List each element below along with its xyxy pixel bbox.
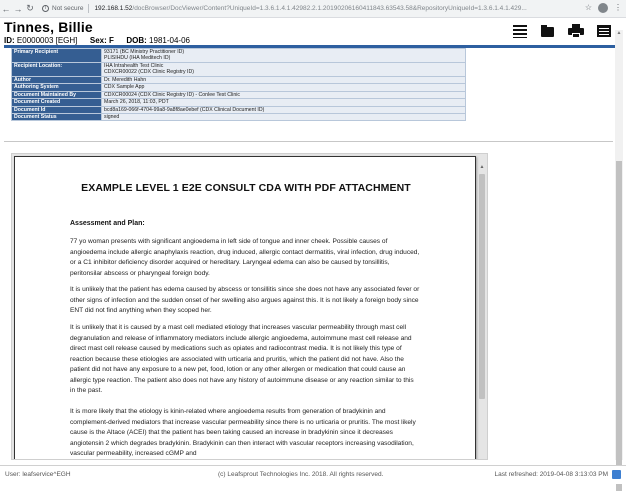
metadata-row xyxy=(12,49,466,63)
metadata-row xyxy=(12,99,466,106)
security-label: Not secure xyxy=(52,5,84,12)
address-separator xyxy=(88,4,89,13)
metadata-row xyxy=(12,106,466,113)
metadata-value: Dr. Meredith Hahn xyxy=(102,77,466,84)
footer-copyright: (c) Leafsprout Technologies Inc. 2018. All rights reserved. xyxy=(218,471,384,478)
document-paragraph: It is unlikely that it is caused by a mast cell mediated etiology that increases vascular permeability through mast cell degranulation and release of inflammatory mediators include allergic angioedema, autoimmune mast cell release and direct mast cell release caused by medications such as opiates and radiocontrast media. It is not likely this type of reaction because these etiologies are associated with urticaria and pruritis, which the patient did not have. Also the patient did not have any exposure to a new pet, food, lotion or any other allergen or medication that could cause an allergic type reaction. The patient also does not have any history of autoimmune disease or any reaction similar to this in the past. xyxy=(70,324,414,394)
forward-arrow-icon[interactable]: → xyxy=(13,3,23,14)
document-paragraph: It is more likely that the etiology is kinin-related where angioedema results from generation of bradykinin and complement-derived mediators that increase vascular permeability since there is no urticaria or pruritis. The most likely cause is the Altace (ACEI) that the patient has been taking caused an increase in bradykinin since it decreases angiotensin 2 which degrades bradykinin. Bradykinin can then interact with vascular receptors increasing vasodilation, vascular permeability, increased cGMP and xyxy=(70,408,416,457)
url-path: /docBrowser/DocViewer/Content?UniqueId=1.3.6.1.4.1.42982.2.1.20190206160411843.63543.58&RepositoryUniqueId=1.3.6.1.4.1.429... xyxy=(132,5,527,12)
page-scrollbar[interactable] xyxy=(615,30,623,460)
metadata-value xyxy=(102,63,466,77)
metadata-value: March 26, 2018, 11:03, PDT xyxy=(102,99,466,106)
metadata-row xyxy=(12,84,466,91)
document-paragraph: 77 yo woman presents with significant angioedema in left side of tongue and inner cheek. Possible causes of angioedema include allergic anaphylaxis reaction, drug induced, allergic contact dermatitis, viral infection, drug induced, or a C1 inhibitor deficiency disorder acquired or hereditary. Laryngeal edema can also be caused by tonsillitis, peritonsilar abscess or pharyngeal foreign body. xyxy=(70,238,420,277)
metadata-value: signed xyxy=(102,114,466,121)
url-host: 192.168.1.52 xyxy=(94,5,133,12)
browser-actions xyxy=(585,3,622,13)
metadata-label: Author xyxy=(12,77,102,84)
patient-dob-value: 1981-04-06 xyxy=(149,36,190,45)
metadata-label: Document Maintained By xyxy=(12,91,102,98)
pdf-viewer[interactable] xyxy=(11,153,488,460)
metadata-value: CDX Sample App xyxy=(102,84,466,91)
metadata-label: Document Created xyxy=(12,99,102,106)
print-icon[interactable] xyxy=(568,24,584,38)
section-divider xyxy=(4,141,613,142)
filmstrip-icon[interactable] xyxy=(596,24,612,38)
metadata-row xyxy=(12,114,466,121)
metadata-value-line: IHA Intrahealth Test Clinic CDXCR00022 (CDX Clinic Registry ID) xyxy=(104,63,194,76)
patient-header xyxy=(4,19,190,45)
open-folder-icon[interactable] xyxy=(540,24,556,38)
metadata-row xyxy=(12,63,466,77)
patient-id-value: E0000003 [EGH] xyxy=(16,36,78,45)
metadata-label: Recipient Location: xyxy=(12,63,102,77)
metadata-value xyxy=(102,49,466,63)
page-scroll-up-icon[interactable]: ▲ xyxy=(616,30,622,36)
patient-dob-label: DOB: xyxy=(126,36,147,45)
metadata-label: Primary Recipient xyxy=(12,49,102,63)
security-indicator[interactable] xyxy=(42,5,83,12)
metadata-label: Document Id xyxy=(12,106,102,113)
menu-kebab-icon[interactable]: ⋮ xyxy=(614,3,622,12)
status-footer xyxy=(0,465,626,484)
browser-address-bar xyxy=(0,0,626,18)
section-heading: Assessment and Plan: xyxy=(70,220,145,227)
metadata-label: Document Status xyxy=(12,114,102,121)
info-icon: i xyxy=(42,5,49,12)
metadata-value: bcd8a169-066f-4704-99a8-9a8f8ae0ebef (CDX Clinical Document ID) xyxy=(102,106,466,113)
patient-id-label: ID: xyxy=(4,36,15,45)
footer-last-refreshed: Last refreshed: 2019-04-08 3:13:03 PM xyxy=(494,471,608,478)
patient-info xyxy=(4,36,190,45)
patient-sex-label: Sex: xyxy=(89,36,107,45)
document-title: EXAMPLE LEVEL 1 E2E CONSULT CDA WITH PDF ATTACHMENT xyxy=(81,182,411,194)
document-list-icon[interactable] xyxy=(512,24,528,38)
patient-sex-value: F xyxy=(109,36,114,45)
reload-icon[interactable]: ↻ xyxy=(26,3,34,13)
viewer-toolbar xyxy=(512,24,612,38)
metadata-label: Authoring System xyxy=(12,84,102,91)
document-paragraph: It is unlikely that the patient has edema caused by abscess or tonsillitis since she does not have any associated fever or other signs of infection and the sudden onset of her swelling also argues against this. It is not likely a foreign body since ENT did not find anything when they scoped her. xyxy=(70,286,420,314)
back-arrow-icon[interactable]: ← xyxy=(1,3,11,14)
metadata-row xyxy=(12,91,466,98)
pdf-page xyxy=(14,156,476,460)
patient-name: Tinnes, Billie xyxy=(4,19,93,35)
profile-avatar-icon[interactable] xyxy=(598,3,608,13)
metadata-row xyxy=(12,77,466,84)
url-field[interactable] xyxy=(94,5,544,12)
bookmark-star-icon[interactable]: ☆ xyxy=(584,3,592,12)
footer-user: User: leafservice^EGH xyxy=(5,471,71,478)
refresh-icon[interactable] xyxy=(612,470,621,479)
metadata-value: CDXCR00024 (CDX Clinic Registry ID) - Conlee Test Clinic xyxy=(102,91,466,98)
viewer-scrollbar[interactable] xyxy=(479,174,485,399)
metadata-value-line: 93171 (BC Ministry Practitioner ID) PLISIHDU (IHA Meditech ID) xyxy=(104,49,185,62)
page-scrollbar-thumb[interactable] xyxy=(616,161,622,491)
document-metadata-table xyxy=(11,48,466,121)
viewer-scroll-up-icon[interactable]: ▲ xyxy=(479,164,485,170)
